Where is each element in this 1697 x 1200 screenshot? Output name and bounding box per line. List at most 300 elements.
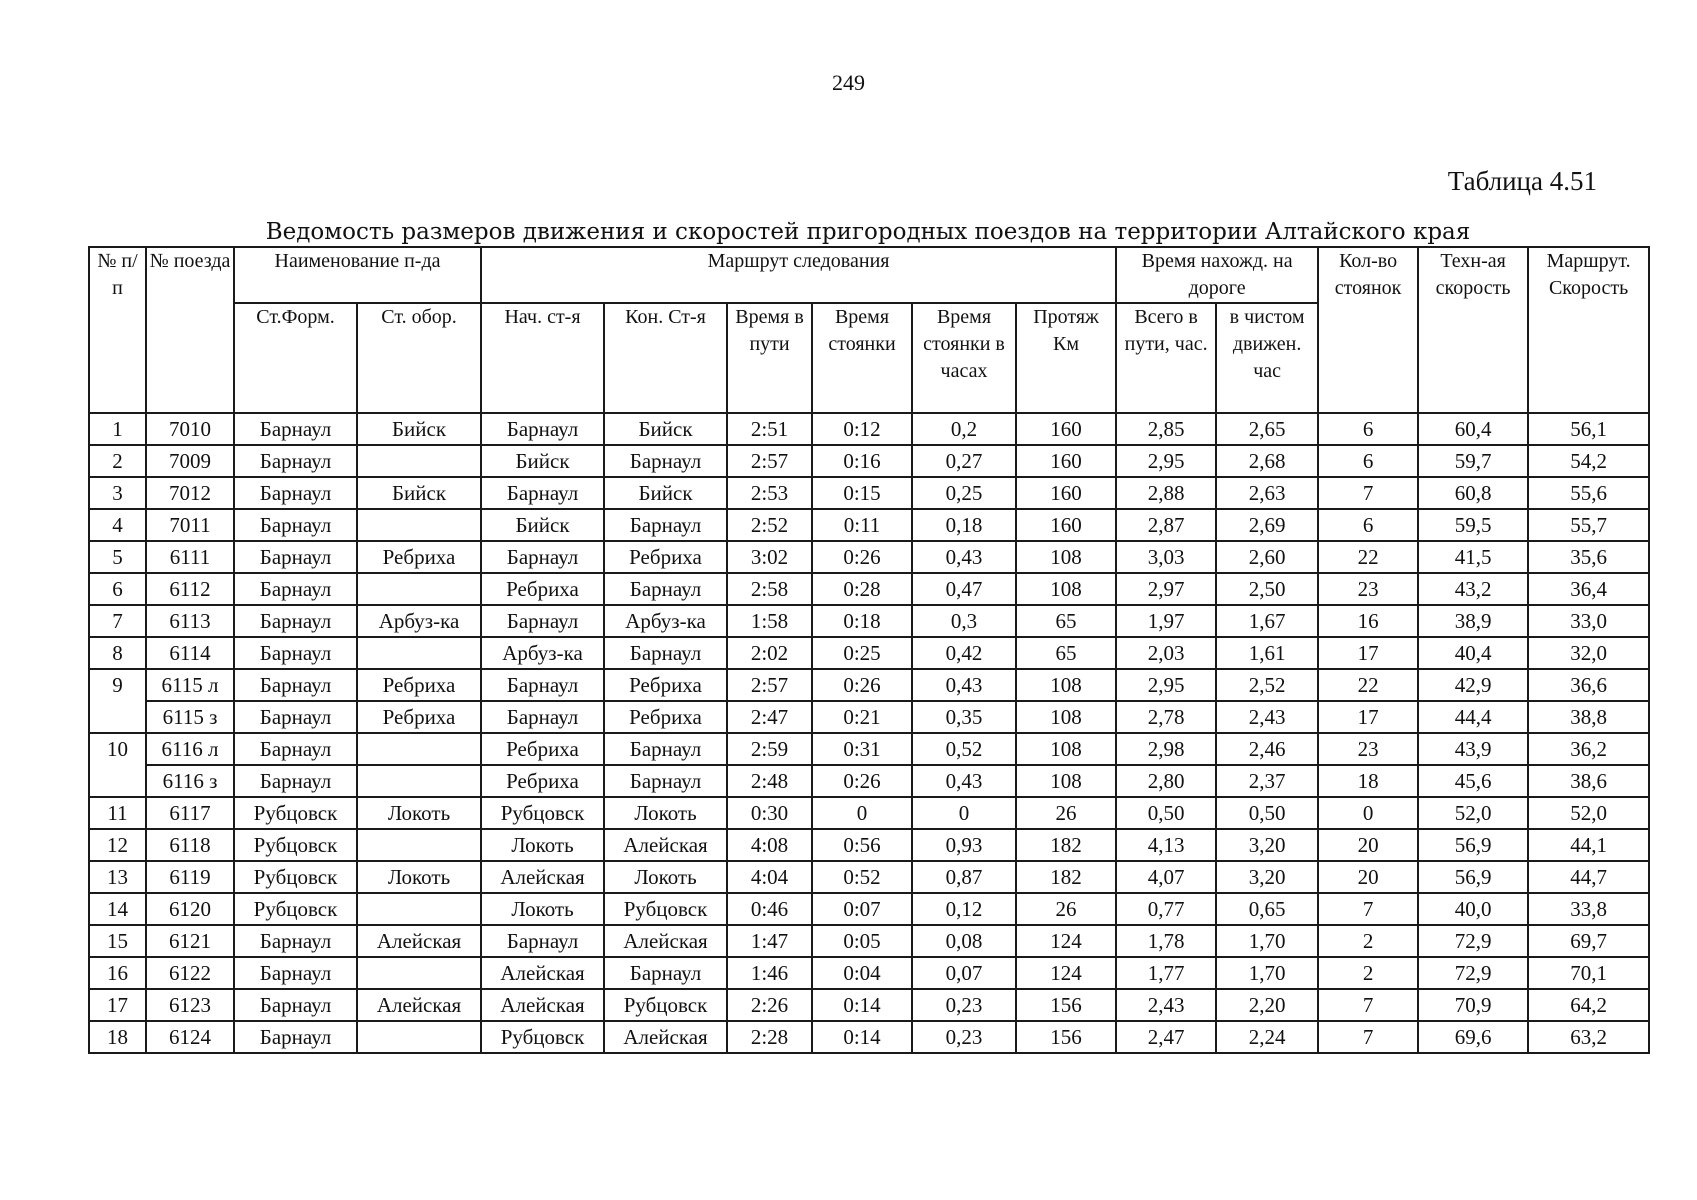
cell-stop-time: 0:11 bbox=[812, 509, 912, 541]
cell-stop-time: 0:25 bbox=[812, 637, 912, 669]
cell-route-speed: 38,6 bbox=[1528, 765, 1649, 797]
table-row bbox=[89, 893, 1649, 925]
cell-total-hours: 2,97 bbox=[1116, 573, 1216, 605]
cell-technical-speed: 72,9 bbox=[1418, 957, 1528, 989]
cell-train-number: 6119 bbox=[146, 861, 234, 893]
cell-turnaround-station: Локоть bbox=[357, 861, 481, 893]
cell-technical-speed: 40,4 bbox=[1418, 637, 1528, 669]
cell-train-number: 6115 л bbox=[146, 669, 234, 701]
cell-start-station: Бийск bbox=[481, 445, 604, 477]
cell-turnaround-station: Ребриха bbox=[357, 541, 481, 573]
cell-stops-count: 20 bbox=[1318, 861, 1418, 893]
cell-index: 12 bbox=[89, 829, 146, 861]
table-row bbox=[89, 829, 1649, 861]
cell-stops-count: 23 bbox=[1318, 573, 1418, 605]
cell-stop-time-hours: 0,27 bbox=[912, 445, 1016, 477]
cell-train-number: 6116 з bbox=[146, 765, 234, 797]
cell-start-station: Алейская bbox=[481, 861, 604, 893]
cell-stop-time: 0:14 bbox=[812, 989, 912, 1021]
cell-travel-time: 2:51 bbox=[727, 413, 812, 445]
cell-stop-time: 0:26 bbox=[812, 541, 912, 573]
cell-end-station: Ребриха bbox=[604, 541, 727, 573]
cell-index: 1 bbox=[89, 413, 146, 445]
cell-turnaround-station bbox=[357, 445, 481, 477]
cell-index: 8 bbox=[89, 637, 146, 669]
cell-total-hours: 2,47 bbox=[1116, 1021, 1216, 1053]
cell-formation-station: Рубцовск bbox=[234, 893, 357, 925]
table-header bbox=[89, 247, 1649, 413]
cell-route-speed: 38,8 bbox=[1528, 701, 1649, 733]
cell-formation-station: Барнаул bbox=[234, 413, 357, 445]
cell-formation-station: Барнаул bbox=[234, 669, 357, 701]
cell-stops-count: 23 bbox=[1318, 733, 1418, 765]
cell-start-station: Рубцовск bbox=[481, 1021, 604, 1053]
cell-end-station: Барнаул bbox=[604, 733, 727, 765]
cell-route-speed: 55,7 bbox=[1528, 509, 1649, 541]
cell-index: 6 bbox=[89, 573, 146, 605]
table-row bbox=[89, 573, 1649, 605]
cell-route-speed: 64,2 bbox=[1528, 989, 1649, 1021]
cell-formation-station: Рубцовск bbox=[234, 797, 357, 829]
cell-end-station: Барнаул bbox=[604, 445, 727, 477]
cell-train-number: 6121 bbox=[146, 925, 234, 957]
cell-total-hours: 2,03 bbox=[1116, 637, 1216, 669]
cell-train-number: 6113 bbox=[146, 605, 234, 637]
cell-route-speed: 36,4 bbox=[1528, 573, 1649, 605]
cell-travel-time: 2:57 bbox=[727, 445, 812, 477]
cell-index: 7 bbox=[89, 605, 146, 637]
cell-end-station: Ребриха bbox=[604, 669, 727, 701]
cell-clean-movement-hours: 2,65 bbox=[1216, 413, 1318, 445]
header-formation-station: Ст.Форм. bbox=[234, 303, 357, 413]
cell-index: 17 bbox=[89, 989, 146, 1021]
cell-formation-station: Барнаул bbox=[234, 541, 357, 573]
cell-clean-movement-hours: 2,20 bbox=[1216, 989, 1318, 1021]
cell-length-km: 124 bbox=[1016, 925, 1116, 957]
cell-start-station: Барнаул bbox=[481, 605, 604, 637]
cell-total-hours: 2,88 bbox=[1116, 477, 1216, 509]
cell-start-station: Локоть bbox=[481, 829, 604, 861]
cell-end-station: Рубцовск bbox=[604, 989, 727, 1021]
cell-clean-movement-hours: 2,24 bbox=[1216, 1021, 1318, 1053]
cell-total-hours: 2,43 bbox=[1116, 989, 1216, 1021]
cell-stop-time: 0:26 bbox=[812, 765, 912, 797]
cell-stop-time: 0 bbox=[812, 797, 912, 829]
cell-clean-movement-hours: 2,43 bbox=[1216, 701, 1318, 733]
cell-train-number: 6112 bbox=[146, 573, 234, 605]
cell-start-station: Барнаул bbox=[481, 701, 604, 733]
cell-turnaround-station: Арбуз-ка bbox=[357, 605, 481, 637]
table-row bbox=[89, 413, 1649, 445]
cell-total-hours: 2,98 bbox=[1116, 733, 1216, 765]
cell-formation-station: Барнаул bbox=[234, 701, 357, 733]
cell-start-station: Ребриха bbox=[481, 573, 604, 605]
cell-total-hours: 0,50 bbox=[1116, 797, 1216, 829]
cell-formation-station: Барнаул bbox=[234, 733, 357, 765]
cell-route-speed: 35,6 bbox=[1528, 541, 1649, 573]
cell-start-station: Барнаул bbox=[481, 413, 604, 445]
cell-stops-count: 2 bbox=[1318, 925, 1418, 957]
cell-travel-time: 2:48 bbox=[727, 765, 812, 797]
cell-index: 2 bbox=[89, 445, 146, 477]
cell-travel-time: 2:57 bbox=[727, 669, 812, 701]
cell-stop-time-hours: 0,52 bbox=[912, 733, 1016, 765]
cell-stop-time-hours: 0,2 bbox=[912, 413, 1016, 445]
cell-turnaround-station bbox=[357, 637, 481, 669]
cell-turnaround-station bbox=[357, 573, 481, 605]
cell-start-station: Арбуз-ка bbox=[481, 637, 604, 669]
cell-total-hours: 2,95 bbox=[1116, 445, 1216, 477]
cell-stop-time: 0:14 bbox=[812, 1021, 912, 1053]
cell-stops-count: 22 bbox=[1318, 541, 1418, 573]
cell-length-km: 26 bbox=[1016, 797, 1116, 829]
cell-route-speed: 70,1 bbox=[1528, 957, 1649, 989]
cell-formation-station: Барнаул bbox=[234, 637, 357, 669]
cell-index: 4 bbox=[89, 509, 146, 541]
cell-turnaround-station bbox=[357, 957, 481, 989]
cell-clean-movement-hours: 2,50 bbox=[1216, 573, 1318, 605]
cell-total-hours: 0,77 bbox=[1116, 893, 1216, 925]
cell-technical-speed: 56,9 bbox=[1418, 861, 1528, 893]
cell-travel-time: 1:46 bbox=[727, 957, 812, 989]
table-row bbox=[89, 669, 1649, 701]
cell-index: 13 bbox=[89, 861, 146, 893]
cell-clean-movement-hours: 1,61 bbox=[1216, 637, 1318, 669]
cell-total-hours: 2,78 bbox=[1116, 701, 1216, 733]
cell-route-speed: 55,6 bbox=[1528, 477, 1649, 509]
cell-formation-station: Барнаул bbox=[234, 925, 357, 957]
cell-total-hours: 1,78 bbox=[1116, 925, 1216, 957]
cell-stop-time-hours: 0,23 bbox=[912, 1021, 1016, 1053]
cell-stop-time-hours: 0,35 bbox=[912, 701, 1016, 733]
table-label: Таблица 4.51 bbox=[1447, 166, 1597, 196]
cell-stop-time-hours: 0,87 bbox=[912, 861, 1016, 893]
cell-formation-station: Барнаул bbox=[234, 989, 357, 1021]
cell-turnaround-station: Алейская bbox=[357, 989, 481, 1021]
cell-end-station: Алейская bbox=[604, 829, 727, 861]
cell-technical-speed: 45,6 bbox=[1418, 765, 1528, 797]
cell-formation-station: Рубцовск bbox=[234, 829, 357, 861]
cell-length-km: 65 bbox=[1016, 605, 1116, 637]
cell-stops-count: 2 bbox=[1318, 957, 1418, 989]
header-travel-time: Время в пути bbox=[727, 303, 812, 413]
cell-train-number: 6120 bbox=[146, 893, 234, 925]
cell-train-number: 6118 bbox=[146, 829, 234, 861]
table-row bbox=[89, 765, 1649, 797]
cell-length-km: 26 bbox=[1016, 893, 1116, 925]
table-row bbox=[89, 605, 1649, 637]
cell-turnaround-station: Ребриха bbox=[357, 669, 481, 701]
cell-length-km: 108 bbox=[1016, 701, 1116, 733]
cell-start-station: Ребриха bbox=[481, 765, 604, 797]
cell-travel-time: 2:58 bbox=[727, 573, 812, 605]
cell-stop-time: 0:52 bbox=[812, 861, 912, 893]
cell-route-speed: 44,7 bbox=[1528, 861, 1649, 893]
cell-train-number: 6117 bbox=[146, 797, 234, 829]
cell-turnaround-station bbox=[357, 509, 481, 541]
table-row bbox=[89, 861, 1649, 893]
cell-stops-count: 6 bbox=[1318, 445, 1418, 477]
cell-length-km: 108 bbox=[1016, 733, 1116, 765]
cell-stops-count: 6 bbox=[1318, 413, 1418, 445]
cell-end-station: Бийск bbox=[604, 477, 727, 509]
cell-formation-station: Барнаул bbox=[234, 957, 357, 989]
cell-technical-speed: 40,0 bbox=[1418, 893, 1528, 925]
cell-travel-time: 0:30 bbox=[727, 797, 812, 829]
cell-clean-movement-hours: 1,70 bbox=[1216, 957, 1318, 989]
cell-train-number: 7011 bbox=[146, 509, 234, 541]
cell-travel-time: 2:28 bbox=[727, 1021, 812, 1053]
table-row bbox=[89, 733, 1649, 765]
cell-length-km: 156 bbox=[1016, 989, 1116, 1021]
cell-formation-station: Барнаул bbox=[234, 477, 357, 509]
cell-length-km: 156 bbox=[1016, 1021, 1116, 1053]
cell-clean-movement-hours: 2,52 bbox=[1216, 669, 1318, 701]
cell-train-number: 6111 bbox=[146, 541, 234, 573]
cell-stop-time-hours: 0,18 bbox=[912, 509, 1016, 541]
cell-travel-time: 2:53 bbox=[727, 477, 812, 509]
header-length-km: Протяж Км bbox=[1016, 303, 1116, 413]
cell-train-number: 6115 з bbox=[146, 701, 234, 733]
table-body bbox=[89, 413, 1649, 1053]
cell-route-speed: 36,2 bbox=[1528, 733, 1649, 765]
cell-technical-speed: 70,9 bbox=[1418, 989, 1528, 1021]
cell-stop-time: 0:26 bbox=[812, 669, 912, 701]
table-row bbox=[89, 637, 1649, 669]
header-end-station: Кон. Ст-я bbox=[604, 303, 727, 413]
cell-clean-movement-hours: 0,65 bbox=[1216, 893, 1318, 925]
cell-stops-count: 16 bbox=[1318, 605, 1418, 637]
cell-train-number: 6122 bbox=[146, 957, 234, 989]
cell-end-station: Бийск bbox=[604, 413, 727, 445]
cell-stops-count: 7 bbox=[1318, 477, 1418, 509]
cell-index: 9 bbox=[89, 669, 146, 733]
cell-index: 3 bbox=[89, 477, 146, 509]
cell-stops-count: 22 bbox=[1318, 669, 1418, 701]
cell-stop-time-hours: 0,93 bbox=[912, 829, 1016, 861]
cell-end-station: Локоть bbox=[604, 797, 727, 829]
cell-total-hours: 2,85 bbox=[1116, 413, 1216, 445]
cell-stop-time-hours: 0,12 bbox=[912, 893, 1016, 925]
header-train-name-group: Наименование п-да bbox=[234, 247, 481, 303]
cell-total-hours: 1,97 bbox=[1116, 605, 1216, 637]
cell-total-hours: 4,07 bbox=[1116, 861, 1216, 893]
cell-travel-time: 1:58 bbox=[727, 605, 812, 637]
cell-formation-station: Барнаул bbox=[234, 765, 357, 797]
cell-length-km: 182 bbox=[1016, 861, 1116, 893]
cell-total-hours: 2,95 bbox=[1116, 669, 1216, 701]
header-train-number: № поезда bbox=[146, 247, 234, 413]
cell-travel-time: 2:02 bbox=[727, 637, 812, 669]
cell-length-km: 160 bbox=[1016, 413, 1116, 445]
cell-route-speed: 36,6 bbox=[1528, 669, 1649, 701]
cell-end-station: Рубцовск bbox=[604, 893, 727, 925]
cell-technical-speed: 56,9 bbox=[1418, 829, 1528, 861]
cell-formation-station: Барнаул bbox=[234, 1021, 357, 1053]
cell-route-speed: 33,0 bbox=[1528, 605, 1649, 637]
cell-stop-time-hours: 0,43 bbox=[912, 669, 1016, 701]
cell-clean-movement-hours: 2,68 bbox=[1216, 445, 1318, 477]
cell-train-number: 6124 bbox=[146, 1021, 234, 1053]
cell-start-station: Алейская bbox=[481, 957, 604, 989]
cell-end-station: Алейская bbox=[604, 925, 727, 957]
trains-table bbox=[88, 246, 1650, 1054]
cell-start-station: Локоть bbox=[481, 893, 604, 925]
cell-train-number: 6123 bbox=[146, 989, 234, 1021]
table-row bbox=[89, 701, 1649, 733]
cell-route-speed: 52,0 bbox=[1528, 797, 1649, 829]
cell-start-station: Алейская bbox=[481, 989, 604, 1021]
cell-stops-count: 17 bbox=[1318, 637, 1418, 669]
header-index: № п/п bbox=[89, 247, 146, 413]
cell-train-number: 6116 л bbox=[146, 733, 234, 765]
cell-technical-speed: 43,2 bbox=[1418, 573, 1528, 605]
cell-end-station: Арбуз-ка bbox=[604, 605, 727, 637]
page-number: 249 bbox=[832, 70, 865, 95]
cell-route-speed: 56,1 bbox=[1528, 413, 1649, 445]
cell-travel-time: 2:26 bbox=[727, 989, 812, 1021]
cell-turnaround-station: Алейская bbox=[357, 925, 481, 957]
cell-route-speed: 69,7 bbox=[1528, 925, 1649, 957]
cell-train-number: 7010 bbox=[146, 413, 234, 445]
cell-length-km: 65 bbox=[1016, 637, 1116, 669]
cell-start-station: Барнаул bbox=[481, 669, 604, 701]
cell-technical-speed: 69,6 bbox=[1418, 1021, 1528, 1053]
cell-stop-time-hours: 0,43 bbox=[912, 765, 1016, 797]
cell-turnaround-station bbox=[357, 893, 481, 925]
table-row bbox=[89, 797, 1649, 829]
table-row bbox=[89, 925, 1649, 957]
cell-length-km: 124 bbox=[1016, 957, 1116, 989]
cell-total-hours: 2,87 bbox=[1116, 509, 1216, 541]
cell-total-hours: 4,13 bbox=[1116, 829, 1216, 861]
cell-stop-time: 0:05 bbox=[812, 925, 912, 957]
cell-end-station: Барнаул bbox=[604, 573, 727, 605]
cell-route-speed: 63,2 bbox=[1528, 1021, 1649, 1053]
cell-technical-speed: 38,9 bbox=[1418, 605, 1528, 637]
cell-index: 14 bbox=[89, 893, 146, 925]
cell-turnaround-station: Бийск bbox=[357, 413, 481, 445]
cell-index: 5 bbox=[89, 541, 146, 573]
cell-end-station: Локоть bbox=[604, 861, 727, 893]
cell-turnaround-station bbox=[357, 1021, 481, 1053]
cell-stop-time: 0:28 bbox=[812, 573, 912, 605]
cell-start-station: Ребриха bbox=[481, 733, 604, 765]
cell-clean-movement-hours: 1,70 bbox=[1216, 925, 1318, 957]
cell-start-station: Барнаул bbox=[481, 541, 604, 573]
cell-length-km: 160 bbox=[1016, 445, 1116, 477]
cell-stop-time: 0:15 bbox=[812, 477, 912, 509]
cell-travel-time: 4:08 bbox=[727, 829, 812, 861]
cell-stops-count: 20 bbox=[1318, 829, 1418, 861]
cell-technical-speed: 59,5 bbox=[1418, 509, 1528, 541]
cell-formation-station: Барнаул bbox=[234, 445, 357, 477]
cell-turnaround-station: Локоть bbox=[357, 797, 481, 829]
cell-technical-speed: 43,9 bbox=[1418, 733, 1528, 765]
cell-turnaround-station bbox=[357, 829, 481, 861]
header-start-station: Нач. ст-я bbox=[481, 303, 604, 413]
cell-start-station: Барнаул bbox=[481, 477, 604, 509]
cell-technical-speed: 60,4 bbox=[1418, 413, 1528, 445]
header-stop-time-hours: Время стоянки в часах bbox=[912, 303, 1016, 413]
cell-length-km: 108 bbox=[1016, 573, 1116, 605]
cell-technical-speed: 72,9 bbox=[1418, 925, 1528, 957]
header-row-top bbox=[89, 247, 1649, 303]
cell-clean-movement-hours: 2,63 bbox=[1216, 477, 1318, 509]
cell-turnaround-station bbox=[357, 733, 481, 765]
cell-length-km: 160 bbox=[1016, 477, 1116, 509]
cell-train-number: 6114 bbox=[146, 637, 234, 669]
cell-total-hours: 3,03 bbox=[1116, 541, 1216, 573]
cell-index: 18 bbox=[89, 1021, 146, 1053]
header-stops-count: Кол-во стоянок bbox=[1318, 247, 1418, 413]
cell-index: 10 bbox=[89, 733, 146, 797]
cell-clean-movement-hours: 3,20 bbox=[1216, 861, 1318, 893]
cell-end-station: Ребриха bbox=[604, 701, 727, 733]
cell-technical-speed: 42,9 bbox=[1418, 669, 1528, 701]
table-title: Ведомость размеров движения и скоростей пригородных поездов на территории Алтайского края bbox=[265, 219, 1471, 245]
cell-total-hours: 2,80 bbox=[1116, 765, 1216, 797]
cell-travel-time: 2:52 bbox=[727, 509, 812, 541]
cell-technical-speed: 52,0 bbox=[1418, 797, 1528, 829]
cell-technical-speed: 41,5 bbox=[1418, 541, 1528, 573]
table-row bbox=[89, 509, 1649, 541]
cell-train-number: 7012 bbox=[146, 477, 234, 509]
cell-clean-movement-hours: 2,69 bbox=[1216, 509, 1318, 541]
cell-length-km: 108 bbox=[1016, 765, 1116, 797]
cell-route-speed: 44,1 bbox=[1528, 829, 1649, 861]
cell-start-station: Рубцовск bbox=[481, 797, 604, 829]
cell-train-number: 7009 bbox=[146, 445, 234, 477]
cell-stop-time-hours: 0,07 bbox=[912, 957, 1016, 989]
cell-travel-time: 1:47 bbox=[727, 925, 812, 957]
cell-end-station: Барнаул bbox=[604, 509, 727, 541]
cell-clean-movement-hours: 1,67 bbox=[1216, 605, 1318, 637]
cell-clean-movement-hours: 2,37 bbox=[1216, 765, 1318, 797]
cell-clean-movement-hours: 2,46 bbox=[1216, 733, 1318, 765]
cell-route-speed: 33,8 bbox=[1528, 893, 1649, 925]
cell-stop-time: 0:07 bbox=[812, 893, 912, 925]
cell-clean-movement-hours: 3,20 bbox=[1216, 829, 1318, 861]
cell-stop-time: 0:21 bbox=[812, 701, 912, 733]
cell-start-station: Барнаул bbox=[481, 925, 604, 957]
header-time-on-road-group: Время нахожд. на дороге bbox=[1116, 247, 1318, 303]
cell-end-station: Алейская bbox=[604, 1021, 727, 1053]
cell-clean-movement-hours: 2,60 bbox=[1216, 541, 1318, 573]
cell-turnaround-station: Ребриха bbox=[357, 701, 481, 733]
table-row bbox=[89, 477, 1649, 509]
table-row bbox=[89, 445, 1649, 477]
cell-stops-count: 7 bbox=[1318, 1021, 1418, 1053]
cell-stop-time-hours: 0 bbox=[912, 797, 1016, 829]
cell-turnaround-station bbox=[357, 765, 481, 797]
cell-length-km: 160 bbox=[1016, 509, 1116, 541]
cell-stops-count: 18 bbox=[1318, 765, 1418, 797]
cell-stop-time-hours: 0,25 bbox=[912, 477, 1016, 509]
cell-route-speed: 54,2 bbox=[1528, 445, 1649, 477]
cell-technical-speed: 60,8 bbox=[1418, 477, 1528, 509]
cell-technical-speed: 44,4 bbox=[1418, 701, 1528, 733]
cell-travel-time: 4:04 bbox=[727, 861, 812, 893]
cell-start-station: Бийск bbox=[481, 509, 604, 541]
header-route-speed: Маршрут. Скорость bbox=[1528, 247, 1649, 413]
header-route-group: Маршрут следования bbox=[481, 247, 1116, 303]
table-row bbox=[89, 1021, 1649, 1053]
cell-route-speed: 32,0 bbox=[1528, 637, 1649, 669]
cell-length-km: 108 bbox=[1016, 669, 1116, 701]
cell-stop-time-hours: 0,23 bbox=[912, 989, 1016, 1021]
cell-stop-time-hours: 0,47 bbox=[912, 573, 1016, 605]
